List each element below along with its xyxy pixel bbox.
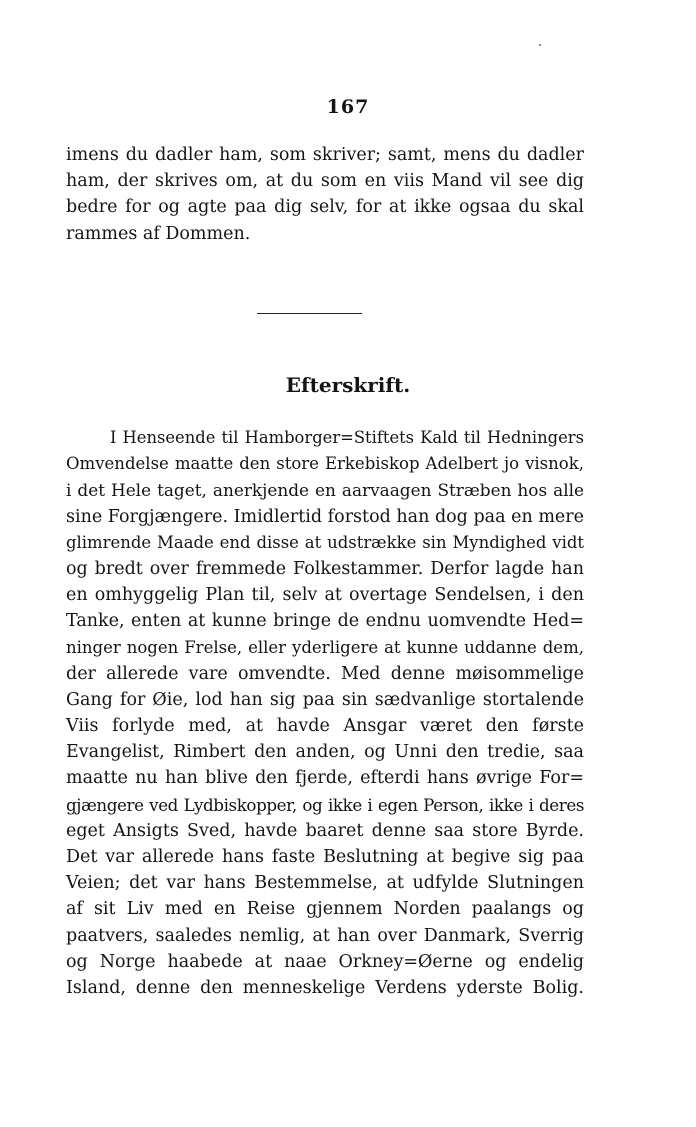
paragraph-line: imens du dadler ham, som skriver; samt, mens du dadler <box>66 145 584 165</box>
paragraph-line: I Henseende til Hamborger=Stiftets Kald til Hedningers <box>110 428 584 447</box>
second-paragraph <box>66 425 584 1001</box>
paragraph-line: gjængere ved Lydbiskopper, og ikke i egen Person, ikke i deres <box>66 794 584 815</box>
paragraph-line: Viis forlyde med, at havde Ansgar været den første <box>66 716 584 737</box>
paragraph-line: Omvendelse maatte den store Erkebiskop Adelbert jo visnok, <box>66 454 584 474</box>
page-number: 167 <box>326 96 370 118</box>
section-heading: Efterskrift. <box>285 373 411 397</box>
paragraph-line: Island, denne den menneskelige Verdens yderste Bolig. <box>66 977 584 998</box>
first-paragraph <box>66 142 584 247</box>
paragraph-line: der allerede vare omvendte. Med denne møisommelige <box>66 663 584 684</box>
section-divider <box>257 313 362 314</box>
paragraph-line: ninger nogen Frelse, eller yderligere at kunne uddanne dem, <box>66 637 584 657</box>
paragraph-line: Veien; det var hans Bestemmelse, at udfylde Slutningen <box>66 873 584 894</box>
paragraph-line: sine Forgjængere. Imidlertid forstod han dog paa en mere <box>66 506 584 527</box>
paragraph-line: maatte nu han blive den fjerde, efterdi hans øvrige For= <box>66 768 584 789</box>
paragraph-line: og Norge haabede at naae Orkney=Øerne og endelig <box>66 951 584 972</box>
paragraph-line: af sit Liv med en Reise gjennem Norden paalangs og <box>66 899 584 920</box>
paragraph-line: eget Ansigts Sved, havde baaret denne saa store Byrde. <box>66 820 584 841</box>
paragraph-line: Evangelist, Rimbert den anden, og Unni den tredie, saa <box>66 742 584 763</box>
paragraph-line: Gang for Øie, lod han sig paa sin sædvanlige stortalende <box>66 689 584 710</box>
paragraph-line: ham, der skrives om, at du som en viis Mand vil see dig <box>66 171 584 192</box>
scan-speck <box>539 44 541 46</box>
paragraph-line: paatvers, saaledes nemlig, at han over Danmark, Sverrig <box>66 925 584 946</box>
paragraph-line: Tanke, enten at kunne bringe de endnu uomvendte Hed= <box>66 611 584 632</box>
paragraph-line: rammes af Dommen. <box>66 223 251 244</box>
paragraph-line: og bredt over fremmede Folkestammer. Derfor lagde han <box>66 558 584 579</box>
paragraph-line: bedre for og agte paa dig selv, for at ikke ogsaa du skal <box>66 197 584 218</box>
paragraph-line: i det Hele taget, anerkjende en aarvaagen Stræben hos alle <box>66 480 584 501</box>
paragraph-line: en omhyggelig Plan til, selv at overtage Sendelsen, i den <box>66 585 584 606</box>
paragraph-line: Det var allerede hans faste Beslutning at begive sig paa <box>66 847 584 867</box>
paragraph-line: glimrende Maade end disse at udstrække sin Myndighed vidt <box>66 532 584 552</box>
